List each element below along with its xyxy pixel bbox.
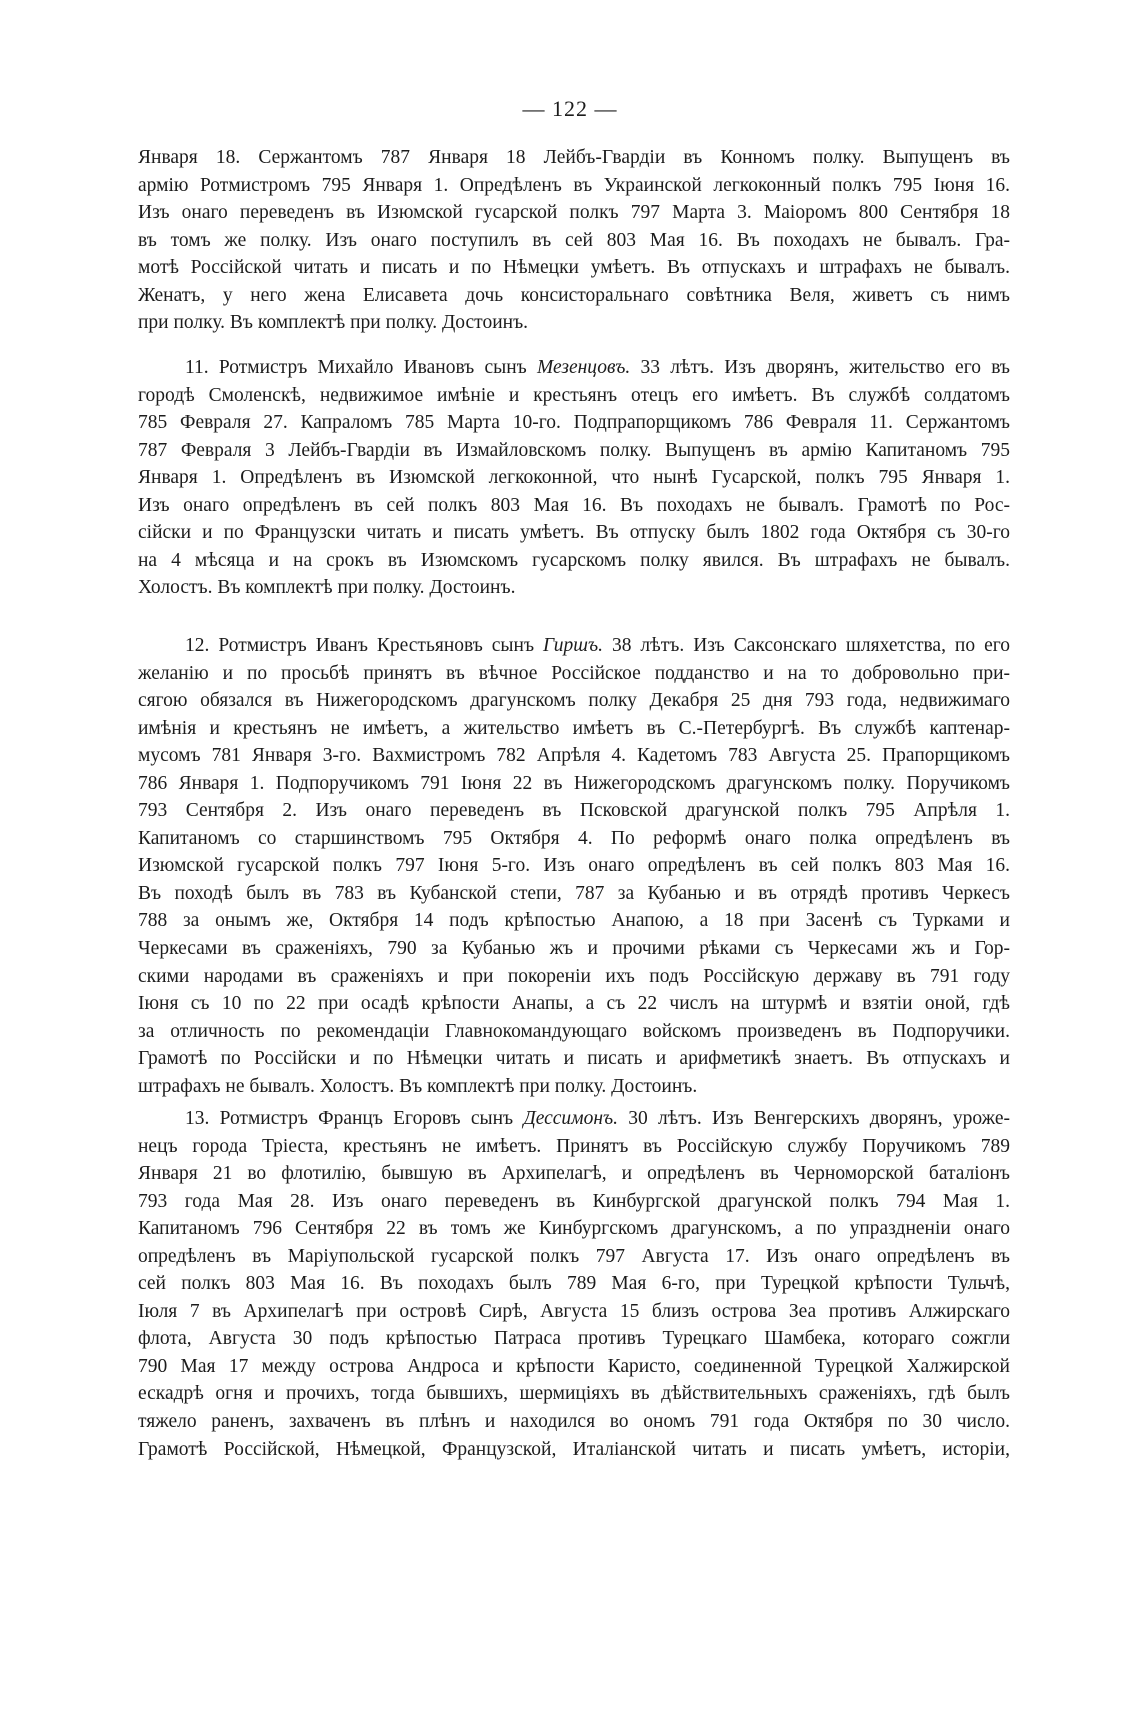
text-line: нецъ города Тріеста, крестьянъ не имѣетъ. Принятъ въ Россійскую службу Поручикомъ 789 bbox=[138, 1135, 1010, 1157]
text-line: мотѣ Россійской читать и писать и по Нѣмецки умѣетъ. Въ отпускахъ и штрафахъ не бывалъ. bbox=[138, 257, 1010, 279]
text-line: Въ походѣ былъ въ 783 въ Кубанской степи, 787 за Кубанью и въ отрядѣ противъ Черкесъ bbox=[138, 882, 1010, 904]
text-line: Грамотѣ по Россійски и по Нѣмецки читать и писать и арифметикѣ знаетъ. Въ отпускахъ и bbox=[138, 1048, 1010, 1070]
paragraph-12 bbox=[138, 632, 1010, 1100]
text-line: Изъ онаго переведенъ въ Изюмской гусарской полкъ 797 Марта 3. Маіоромъ 800 Сентября 18 bbox=[138, 202, 1010, 224]
text-line: Капитаномъ со старшинствомъ 795 Октября 4. По реформѣ онаго полка опредѣленъ въ bbox=[138, 827, 1010, 849]
text-line: Іюля 7 въ Архипелагѣ при островѣ Сирѣ, Августа 15 близъ острова Зеа противъ Алжирскаго bbox=[138, 1300, 1010, 1322]
text-line: при полку. Въ комплектѣ при полку. Достоинъ. bbox=[138, 312, 529, 334]
text-line: на 4 мѣсяца и на срокъ въ Изюмскомъ гусарскомъ полку явился. Въ штрафахъ не бывалъ. bbox=[138, 549, 1010, 571]
text-line: Іюня съ 10 по 22 при осадѣ крѣпости Анапы, а съ 22 числъ на штурмѣ и взятіи оной, гдѣ bbox=[138, 993, 1010, 1015]
text-line: Января 1. Опредѣленъ въ Изюмской легкоконной, что нынѣ Гусарской, полкъ 795 Января 1. bbox=[138, 467, 1010, 489]
text-line: сягою обязался въ Нижегородскомъ драгунскомъ полку Декабря 25 дня 793 года, недвижимаго bbox=[138, 690, 1010, 712]
text-line: 793 года Мая 28. Изъ онаго переведенъ въ Кинбургской драгунской полкъ 794 Мая 1. bbox=[138, 1190, 1010, 1212]
paragraph-prefix: 13. Ротмистръ Францъ Егоровъ сынъ bbox=[185, 1108, 524, 1129]
text-line: сійски и по Французски читать и писать умѣетъ. Въ отпуску былъ 1802 года Октября съ 30-го bbox=[138, 522, 1010, 544]
text-line: скими народами въ сраженіяхъ и при покореніи ихъ подъ Россійскую державу въ 791 году bbox=[138, 965, 1010, 987]
paragraph-prefix: 12. Ротмистръ Иванъ Крестьяновъ сынъ bbox=[185, 635, 544, 656]
surname: Дессимонъ. bbox=[523, 1108, 619, 1129]
text-line: Холостъ. Въ комплектѣ при полку. Достоинъ. bbox=[138, 577, 516, 599]
text-line: въ томъ же полку. Изъ онаго поступилъ въ сей 803 Мая 16. Въ походахъ не бывалъ. Гра- bbox=[138, 229, 1010, 251]
text-line: Капитаномъ 796 Сентября 22 въ томъ же Кинбургскомъ драгунскомъ, а по упраздненіи онаго bbox=[138, 1218, 1010, 1240]
paragraph-10-continued bbox=[138, 144, 1010, 337]
paragraph-first-line bbox=[138, 1105, 1010, 1133]
text-line: ескадрѣ огня и прочихъ, тогда бывшихъ, шермиціяхъ въ дѣйствительныхъ сраженіяхъ, гдѣ былъ bbox=[138, 1383, 1010, 1405]
paragraph-first-rest: 30 лѣтъ. Изъ Венгерскихъ дворянъ, уроже- bbox=[618, 1108, 1010, 1129]
text-line: 788 за онымъ же, Октября 14 подъ крѣпостью Анапою, а 18 при Засенѣ съ Турками и bbox=[138, 910, 1010, 932]
text-line: 786 Января 1. Подпоручикомъ 791 Іюня 22 въ Нижегородскомъ драгунскомъ полку. Поручикомъ bbox=[138, 772, 1010, 794]
text-line: 787 Февраля 3 Лейбъ-Гвардіи въ Измайловскомъ полку. Выпущенъ въ армію Капитаномъ 795 bbox=[138, 439, 1010, 461]
text-line: штрафахъ не бывалъ. Холостъ. Въ комплектѣ при полку. Достоинъ. bbox=[138, 1075, 698, 1097]
surname: Гиршъ. bbox=[543, 635, 603, 656]
text-line: Января 18. Сержантомъ 787 Января 18 Лейбъ-Гвардіи въ Конномъ полку. Выпущенъ въ bbox=[138, 147, 1010, 168]
text-line: опредѣленъ въ Маріупольской гусарской полкъ 797 Августа 17. Изъ онаго опредѣленъ въ bbox=[138, 1245, 1010, 1267]
paragraph-first-rest: 33 лѣтъ. Изъ дворянъ, жительство его въ bbox=[630, 357, 1010, 378]
text-line: флота, Августа 30 подъ крѣпостью Патраса противъ Турецкаго Шамбека, котораго сожгли bbox=[138, 1328, 1010, 1350]
paragraph-13 bbox=[138, 1105, 1010, 1463]
paragraph-first-line bbox=[138, 632, 1010, 660]
text-line: мусомъ 781 Января 3-го. Вахмистромъ 782 Апрѣля 4. Кадетомъ 783 Августа 25. Прапорщикомъ bbox=[138, 745, 1010, 767]
text-line: имѣнія и крестьянъ не имѣетъ, а жительство имѣетъ въ С.-Петербургѣ. Въ службѣ каптенар- bbox=[138, 717, 1010, 739]
paragraph-11 bbox=[138, 354, 1010, 602]
text-line: за отличность по рекомендаціи Главнокомандующаго войскомъ произведенъ въ Подпоручики. bbox=[138, 1020, 1010, 1042]
text-line: городѣ Смоленскѣ, недвижимое имѣніе и крестьянъ отецъ его имѣетъ. Въ службѣ солдатомъ bbox=[138, 384, 1010, 406]
text-line: Января 21 во флотилію, бывшую въ Архипелагѣ, и опредѣленъ въ Черноморской баталіонъ bbox=[138, 1163, 1010, 1185]
text-line: армію Ротмистромъ 795 Января 1. Опредѣленъ въ Украинской легкоконный полкъ 795 Іюня 16. bbox=[138, 174, 1010, 196]
text-line: желанію и по просьбѣ принятъ въ вѣчное Россійское подданство и на то добровольно при- bbox=[138, 662, 1010, 684]
paragraph-prefix: 11. Ротмистръ Михайло Ивановъ сынъ bbox=[185, 357, 537, 378]
text-line: Изюмской гусарской полкъ 797 Іюня 5-го. Изъ онаго опредѣленъ въ сей полкъ 803 Мая 16. bbox=[138, 855, 1010, 877]
text-line: Женатъ, у него жена Елисавета дочь консисторальнаго совѣтника Веля, живетъ съ нимъ bbox=[138, 284, 1010, 306]
surname: Мезенцовъ. bbox=[537, 357, 631, 378]
text-line: Грамотѣ Россійской, Нѣмецкой, Французской, Италіанской читать и писать умѣетъ, исторіи, bbox=[138, 1438, 1010, 1460]
text-line: 790 Мая 17 между острова Андроса и крѣпости Каристо, соединенной Турецкой Халжирской bbox=[138, 1355, 1010, 1377]
paragraph-first-rest: 38 лѣтъ. Изъ Саксонскаго шляхетства, по его bbox=[602, 635, 1010, 656]
text-line: 793 Сентября 2. Изъ онаго переведенъ въ Псковской драгунской полкъ 795 Апрѣля 1. bbox=[138, 800, 1010, 822]
text-line: Черкесами въ сраженіяхъ, 790 за Кубанью жъ и прочими рѣками съ Черкесами жъ и Гор- bbox=[138, 938, 1010, 960]
text-line: Изъ онаго опредѣленъ въ сей полкъ 803 Мая 16. Въ походахъ не бывалъ. Грамотѣ по Рос- bbox=[138, 494, 1010, 516]
paragraph-first-line bbox=[138, 354, 1010, 382]
text-line: тяжело раненъ, захваченъ въ плѣнъ и находился во ономъ 791 года Октября по 30 число. bbox=[138, 1411, 1010, 1433]
text-line: 785 Февраля 27. Капраломъ 785 Марта 10-го. Подпрапорщикомъ 786 Февраля 11. Сержантомъ bbox=[138, 412, 1010, 434]
page-number: — 122 — bbox=[522, 96, 618, 121]
text-line: сей полкъ 803 Мая 16. Въ походахъ былъ 789 Мая 6-го, при Турецкой крѣпости Тульчѣ, bbox=[138, 1273, 1010, 1295]
